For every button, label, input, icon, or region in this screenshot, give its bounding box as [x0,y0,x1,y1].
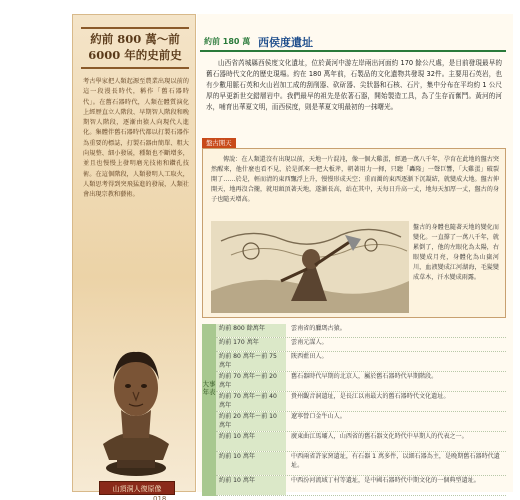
timeline-event: 遼寧營口金牛山人。 [291,413,346,420]
timeline-row [216,412,506,432]
pangu-illustration [211,221,409,313]
timeline-date: 約前 70 萬年～前 20 萬年 [216,372,286,391]
bust-caption: 山頂洞人復原像 [99,481,175,495]
sidebar-divider-top [81,27,189,29]
page-number: 018 [153,495,167,500]
header-title: 西侯度遺址 [258,36,313,49]
timeline-row [216,352,506,372]
story-tag: 盤古開天 [202,138,236,148]
timeline-date: 約前 10 萬年 [216,432,286,451]
timeline-event: 中西兩省許家窯遺址，有石器 1 萬多件，以細石器為主，是晚期舊石器時代遺址。 [291,453,500,469]
bust-illustration [93,340,179,478]
timeline-table [202,324,506,496]
timeline-date: 約前 800 餘萬年 [216,324,286,337]
sidebar-body-text: 考古學家把人類起源至農業出現以前的這一段漫長時代，稱作「舊石器時代」。在舊石器時代，人類在體質演化上經歷直立人階段、早期智人階段和晚期智人階段，逐漸由猿人向現代人進化。集體伴舊石器時代都以打製石器作為重要的標誌，打製石器由簡單、粗大向規整、細小發展，種類也不斷增多，並且也慢慢上發明磨光技術和鑽孔技術。在這個階段，人類發明人工取火，人類思考得到突飛猛進的發展，人類社會出現宗教和藝術。 [83,78,189,199]
timeline-event: 中西汾河流域丁村等遺址，是中國石器時代中期文化的一個典型遺址。 [291,477,480,484]
timeline-row [216,372,506,392]
sidebar-panel [72,14,196,500]
timeline-date: 約前 70 萬年～前 40 萬年 [216,392,286,411]
story-text: 傳說：在人類還沒有出現以前，天地一片混沌，像一個大雞蛋，經過一萬八千年，孕育在此地的盤古突然醒來，他什麼也看不見，於是抓來一把大板斧，朝著用力一揮，只聽「轟隆」一聲巨響，「大雞蛋」破裂開了……於是，輕而清的東西飄浮上升，慢慢形成天空；重而濁的東西逐漸下沉凝結，就變成大地。盤古伸開天，地再沒合攏，就用頭頂著天地，遂漸長高，站在其中，天每日升高一丈，地每天加厚一丈，盤古的身子也隨天增高。 [211,156,499,203]
timeline-side-bar [202,324,216,496]
timeline-event: 雲南省的臘瑪古猿。 [291,325,346,332]
timeline-date: 約前 170 萬年 [216,338,286,351]
story-text-continued: 盤古的身體也隨著天地的變化而變化。一直撐了一萬八千年，就累倒了，他的左眼化為太陽，右眼變成月亮，身體化為山嶽河川，血液變成江河湖海，毛髮變成草木，汗水變成雨露。 [413,224,499,281]
sidebar-divider-bottom [81,67,189,69]
sidebar-title-line-2: 6000 年的史前史 [88,48,182,62]
section-header [200,34,506,52]
timeline-row [216,324,506,338]
timeline-row [216,476,506,496]
timeline-row [216,392,506,412]
intro-paragraph: 山西省芮城縣西侯度文化遺址，位於黃河中游左岸兩出河面約 170 餘公尺處，是目前發現最早的舊石器時代文化的歷史現場。約在 180 萬年前，石製品的文化遺物共發現 32件。主要用石英岩，也有少數用脈石英和火山岩加工成的刮削器、砍斫器、尖狀器和石核、石片，集中分布在平均約 1 公尺厚的早更新世交錯層岩中。我們最早的祖先是依著石器，開始製造工具，為了生存而奮鬥。黃河的河水，哺育出華夏文明，而西侯度，則是華夏文明最初的一抹曙光。 [206,59,502,111]
timeline-row [216,338,506,352]
timeline-date: 約前 80 萬年～前 75 萬年 [216,352,286,371]
timeline-date: 約前 10 萬年 [216,476,286,495]
story-box [202,139,506,318]
timeline-event: 陝西藍田人。 [291,353,328,360]
timeline-row [216,452,506,476]
timeline-event: 廣東曲江馬壩人，山西省的舊石器文化時代中早期人的代表之一。 [291,433,468,440]
timeline-row [216,432,506,452]
timeline-date: 約前 20 萬年～前 10 萬年 [216,412,286,431]
sidebar-title-line-1: 約前 800 萬～前 [90,32,180,46]
sidebar-title [79,31,191,63]
timeline-date: 約前 10 萬年 [216,452,286,475]
timeline-event: 舊石器時代早期的北京人，屬於舊石器時代早期階段。 [291,373,438,380]
timeline-event: 貴州觀音洞遺址，是長江以南最大的舊石器時代文化遺址。 [291,393,450,400]
timeline-event: 雲南元謀人。 [291,339,328,346]
header-era: 約前 180 萬 [204,37,251,46]
timeline-side-label: 大事年表 [202,380,216,396]
